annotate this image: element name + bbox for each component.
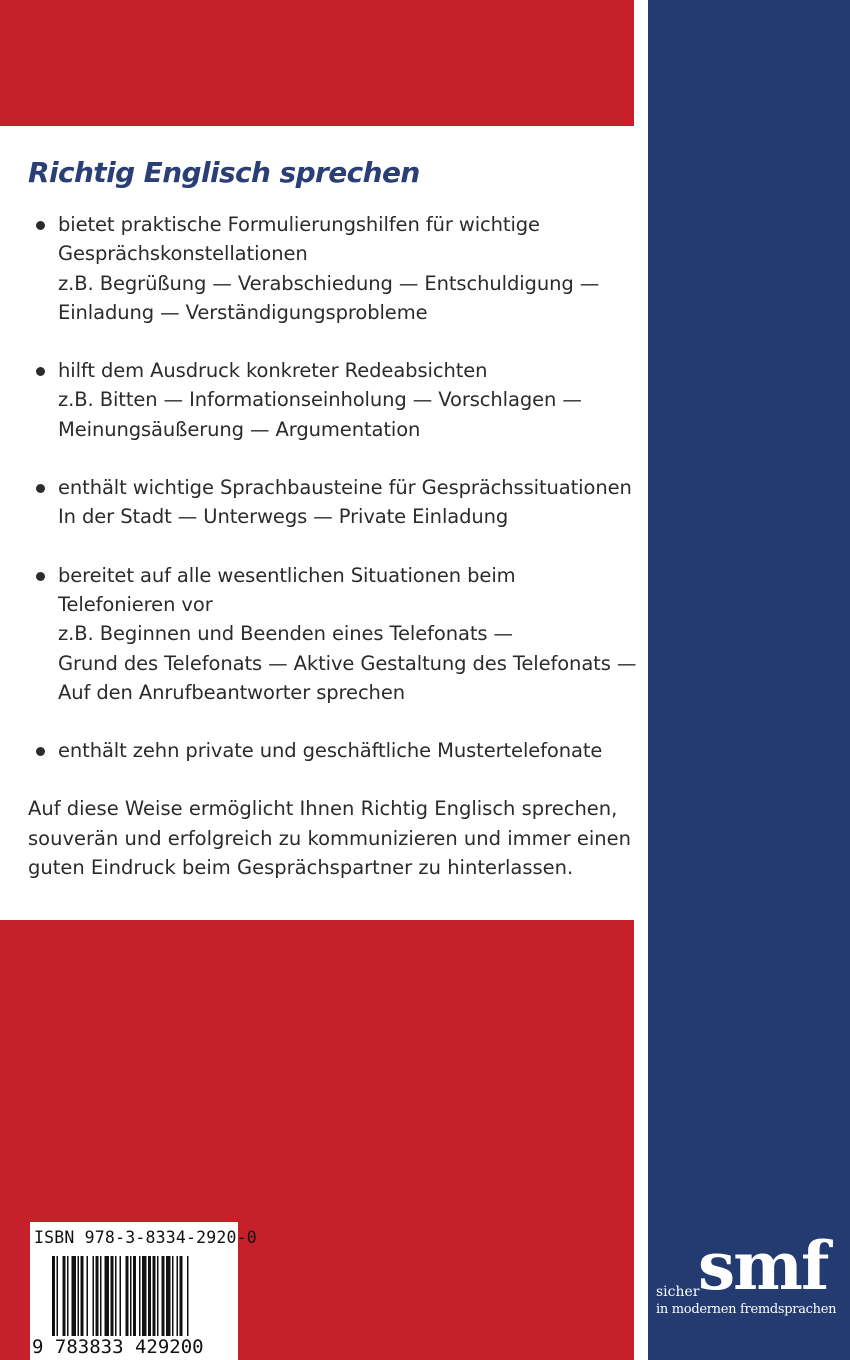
barcode-bar [78,1256,80,1340]
feature-text-line: Auf den Anrufbeantworter sprechen [58,680,405,704]
bullet-dot-icon [36,747,45,756]
feature-text-line: z.B. Beginnen und Beenden eines Telefonats — [58,622,513,646]
barcode-bar [87,1256,89,1340]
bullet-dot-icon [36,572,45,581]
barcode-bar [105,1256,110,1340]
barcode-bar [111,1256,114,1340]
feature-item [28,561,637,707]
barcode-bar [130,1256,132,1340]
feature-text-line: hilft dem Ausdruck konkreter Redeabsichten [58,359,488,383]
logo-wordmark: smf [698,1227,828,1305]
feature-text-line: bietet praktische Formulierungshilfen für wichtige [58,213,540,236]
closing-text-line: souverän und erfolgreich zu kommunizieren und immer einen [28,826,631,850]
barcode-bar [120,1256,122,1340]
barcode-bar [153,1256,156,1340]
closing-text-line: Auf diese Weise ermöglicht Ihnen Richtig Englisch sprechen, [28,797,618,821]
book-title-heading: Richtig Englisch sprechen [28,156,420,189]
closing-text-line: guten Eindruck beim Gesprächspartner zu hinterlassen. [28,856,574,880]
isbn-label: ISBN 978-3-8334-2920-0 [34,1228,257,1247]
barcode-bar [180,1256,183,1340]
feature-item [28,473,634,532]
bullet-dot-icon [36,221,45,230]
barcode-bar [81,1256,84,1340]
barcode-bar [72,1256,77,1340]
feature-text-line: z.B. Begrüßung — Verabschiedung — Entschuldigung — [58,271,600,295]
feature-text-line: enthält wichtige Sprachbausteine für Gesprächssituationen [58,476,632,500]
logo-prefix: sicher [656,1284,700,1300]
feature-text-line: Meinungsäußerung — Argumentation [58,417,421,441]
bullet-dot-icon [36,484,45,493]
top-red-band [0,0,634,126]
feature-text-line: Einladung — Verständigungsprobleme [58,300,428,324]
isbn-barcode-block [30,1222,257,1360]
feature-text-line: z.B. Bitten — Informationseinholung — Vorschlagen — [58,388,582,412]
barcode-bar [139,1256,141,1340]
feature-text-line: Gesprächskonstellationen [58,242,308,266]
feature-item [28,736,634,765]
barcode-bar [100,1256,102,1340]
feature-text-line: bereitet auf alle wesentlichen Situationen beim [58,563,516,587]
barcode-bar [63,1256,66,1340]
feature-item [28,210,634,327]
back-cover-text [28,150,637,882]
closing-paragraph [28,794,634,882]
barcode-bar [177,1256,179,1340]
barcode-bar [142,1256,147,1340]
feature-text-line: Telefonieren vor [58,592,213,616]
feature-item [28,356,634,444]
logo-tagline: in modernen fremdsprachen [656,1302,837,1317]
feature-text-line: enthält zehn private und geschäftliche Mustertelefonate [58,739,603,763]
feature-text-line: In der Stadt — Unterwegs — Private Einladung [58,505,509,529]
blue-side-panel [648,0,850,1360]
barcode-digits: 9 783833 429200 [32,1336,204,1358]
feature-text-line: Grund des Telefonats — Aktive Gestaltung des Telefonats — [58,651,637,675]
bullet-dot-icon [36,367,45,376]
feature-list [28,210,637,765]
smf-logo [654,1227,844,1324]
barcode-bar [126,1256,129,1340]
barcode-bar [115,1256,117,1340]
barcode-bar [67,1256,69,1340]
barcode-bar [96,1256,99,1340]
barcode-bar [157,1256,159,1340]
barcode-bar [93,1256,95,1340]
barcode-bar [133,1256,136,1340]
barcode-bar [162,1256,165,1340]
barcode-bar [166,1256,171,1340]
barcode-bar [148,1256,151,1340]
barcode-bar [172,1256,174,1340]
